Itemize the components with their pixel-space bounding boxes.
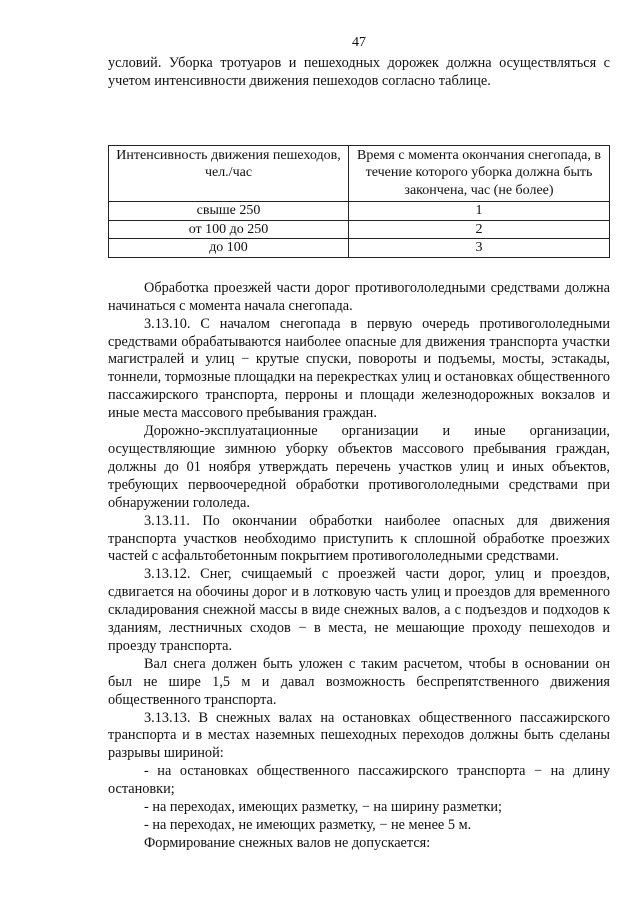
list-item: - на переходах, имеющих разметку, − на ширину разметки;	[144, 799, 502, 816]
table-row	[109, 220, 610, 239]
cell-intensity: от 100 до 250	[109, 220, 349, 239]
table-row	[109, 202, 610, 221]
header-time: Время с момента окончания снегопада, в течение которого уборка должна быть закончена, час (не более)	[349, 145, 610, 202]
cell-time: 1	[349, 202, 610, 221]
paragraph-3-13-12: 3.13.12. Снег, счищаемый с проезжей части дорог, улиц и проездов, сдвигается на обочины дорог и в лотковую часть улиц и проездов для временного складирования снежной массы в виде снежных валов, а с подъездов и подходов к зданиям, лестничных сходов − в места, не мешающие проходу пешеходов и проезду транспорта.	[108, 566, 610, 654]
list-item: - на остановках общественного пассажирского транспорта − на длину остановки;	[108, 763, 610, 798]
table-header-row	[109, 145, 610, 202]
paragraph-snow-bank-forbidden: Формирование снежных валов не допускается:	[144, 834, 431, 851]
document-page	[108, 34, 610, 853]
cell-time: 3	[349, 239, 610, 258]
paragraph-3-13-11: 3.13.11. По окончании обработки наиболее опасных для движения транспорта участков необходимо приступить к сплошной обработке проезжих частей с асфальтобетонным покрытием противогололедными средствами.	[108, 512, 610, 565]
snow-cleaning-table	[108, 145, 610, 258]
paragraph-road-organizations: Дорожно-эксплуатационные организации и иные организации, осуществляющие зимнюю уборку объектов массового пребывания граждан, должны до 01 ноября утверждать перечень участков улиц и иных объектов, требующих первоочередной обработки противогололедными средствами при обнаружении гололеда.	[108, 423, 610, 511]
paragraph-snow-bank: Вал снега должен быть уложен с таким расчетом, чтобы в основании он был не шире 1,5 м и давал возможность беспрепятственного движения общественного транспорта.	[108, 655, 610, 708]
table-row	[109, 239, 610, 258]
header-intensity: Интенсивность движения пешеходов, чел./час	[109, 145, 349, 202]
cell-time: 2	[349, 220, 610, 239]
page-number: 47	[352, 35, 366, 50]
paragraph-3-13-10: 3.13.10. С началом снегопада в первую очередь противогололедными средствами обрабатываются наиболее опасные для движения транспорта участки магистралей и улиц − крутые спуски, повороты и подъемы, мосты, эстакады, тоннели, тормозные площадки на перекрестках улиц и остановках общественного пассажирского транспорта, перроны и площади железнодорожных вокзалов и иные места массового пребывания граждан.	[108, 315, 610, 422]
list-item: - на переходах, не имеющих разметку, − не менее 5 м.	[144, 817, 472, 833]
cell-intensity: свыше 250	[109, 202, 349, 221]
cell-intensity: до 100	[109, 239, 349, 258]
paragraph-3-13-13: 3.13.13. В снежных валах на остановках общественного пассажирского транспорта и в местах наземных пешеходных переходов должны быть сделаны разрывы шириной:	[108, 709, 610, 762]
paragraph-deicing-start: Обработка проезжей части дорог противогололедными средствами должна начинаться с момента начала снегопада.	[108, 279, 610, 314]
intro-paragraph: условий. Уборка тротуаров и пешеходных дорожек должна осуществляться с учетом интенсивности движения пешеходов согласно таблице.	[108, 55, 610, 89]
